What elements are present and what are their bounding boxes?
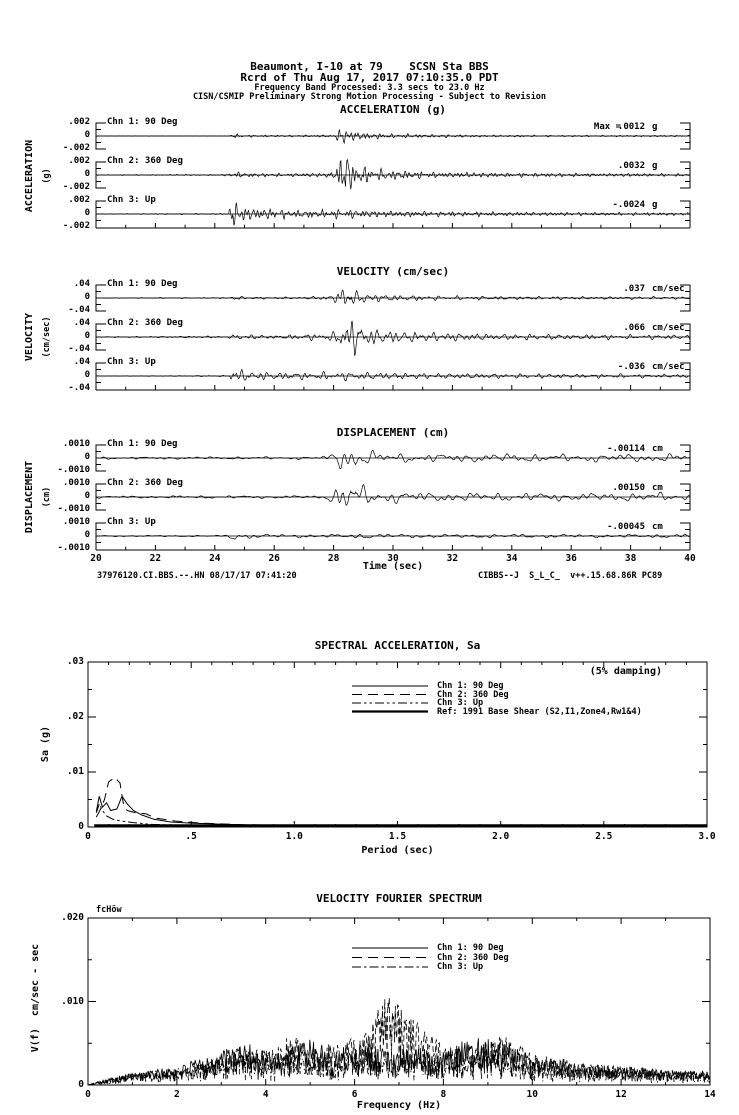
max-value: -.036 (617, 362, 645, 372)
ytick-label: .0010 (62, 517, 90, 527)
max-unit: g (652, 161, 658, 171)
max-unit: g (652, 122, 658, 132)
max-value: -.0024 (612, 200, 645, 210)
legend-item-label: Chn 1: 90 Deg (437, 681, 504, 691)
channel-label: Chn 1: 90 Deg (107, 117, 178, 127)
xtick-label: 20 (90, 553, 102, 564)
waveform-trace (96, 160, 690, 190)
sa-xtick-label: 2.0 (492, 831, 510, 842)
legend-item-label: Chn 3: Up (437, 962, 484, 972)
max-value: -.00045 (607, 522, 645, 532)
vf-xtick-label: 14 (704, 1089, 716, 1100)
waveform-trace (96, 534, 690, 539)
acceleration-ylabel-units: (g) (41, 168, 52, 184)
channel-label: Chn 3: Up (107, 357, 156, 367)
channel-label: Chn 2: 360 Deg (107, 318, 183, 328)
max-unit: cm (652, 483, 663, 493)
ytick-label: -.04 (68, 344, 90, 354)
vf-xtick-label: 8 (440, 1089, 447, 1100)
ytick-label: 0 (84, 292, 90, 302)
sa-xtick-label: 1.5 (388, 831, 407, 842)
sa-series-solid (96, 796, 707, 826)
xtick-label: 26 (268, 553, 280, 564)
velocity-section-title: VELOCITY (cm/sec) (336, 265, 450, 278)
time-axis-label: Time (sec) (362, 561, 424, 572)
legend-item-label: Chn 1: 90 Deg (437, 943, 504, 953)
sa-series-long-dash (96, 778, 707, 827)
ytick-label: -.04 (68, 383, 90, 393)
ytick-label: .0010 (62, 439, 90, 449)
waveform-trace (96, 450, 690, 468)
waveform-trace (96, 290, 690, 303)
header-disclaimer-line: CISN/CSMIP Preliminary Strong Motion Processing - Subject to Revision (192, 92, 547, 102)
acceleration-section-title: ACCELERATION (g) (340, 103, 446, 116)
sa-ytick-label: .03 (66, 656, 84, 667)
xtick-label: 28 (327, 553, 340, 564)
ytick-label: 0 (84, 452, 90, 462)
ytick-label: 0 (84, 130, 90, 140)
header-record-time-line: Rcrd of Thu Aug 17, 2017 07:10:35.0 PDT (240, 71, 499, 84)
vf-ytick-label: 0 (78, 1079, 84, 1090)
max-value: .0032 (617, 161, 645, 171)
fourier-spectrum-title: VELOCITY FOURIER SPECTRUM (316, 892, 482, 905)
velocity-ylabel: VELOCITY (24, 312, 35, 362)
max-prefix: Max = (593, 122, 621, 132)
max-unit: cm (652, 444, 663, 454)
channel-label: Chn 2: 360 Deg (107, 156, 183, 166)
xtick-label: 40 (684, 553, 696, 564)
max-unit: cm (652, 522, 663, 532)
max-value: -.00114 (607, 444, 645, 454)
sa-xtick-label: 2.5 (595, 831, 613, 842)
xtick-label: 30 (387, 553, 399, 564)
vf-ytick-label: .020 (61, 912, 84, 923)
ytick-label: 0 (84, 208, 90, 218)
legend-item-label: Chn 2: 360 Deg (437, 952, 509, 963)
xtick-label: 24 (209, 553, 221, 564)
ytick-label: -.0010 (57, 543, 90, 553)
max-value: .0012 (617, 122, 645, 132)
spectral-acceleration-title: SPECTRAL ACCELERATION, Sa (314, 639, 481, 652)
channel-label: Chn 3: Up (107, 195, 156, 205)
plot-frame (88, 918, 710, 1085)
vf-ytick-label: .010 (61, 995, 84, 1007)
vf-xtick-label: 0 (85, 1089, 91, 1100)
record-id-footer: 37976120.CI.BBS.--.HN 08/17/17 07:41:20 (97, 571, 297, 581)
ytick-label: -.002 (62, 221, 90, 231)
max-unit: cm/sec (652, 323, 685, 333)
vf-series-solid (88, 1038, 710, 1085)
legend-item-label: Chn 2: 360 Deg (437, 689, 509, 700)
xtick-label: 38 (624, 553, 637, 564)
frequency-axis-label: Frequency (Hz) (356, 1100, 442, 1111)
legend-item-label: Ref: 1991 Base Shear (S2,I1,Zone4,Rw1&4) (437, 706, 642, 717)
channel-label: Chn 1: 90 Deg (107, 439, 178, 449)
ytick-label: 0 (84, 370, 90, 380)
vf-xtick-label: 2 (173, 1089, 180, 1100)
displacement-section-title: DISPLACEMENT (cm) (336, 426, 450, 439)
max-unit: cm/sec (652, 362, 685, 372)
vf-ylabel: V(f) cm/sec - sec (30, 943, 41, 1053)
xtick-label: 34 (506, 553, 518, 564)
max-value: .066 (623, 323, 645, 333)
displacement-ylabel: DISPLACEMENT (24, 460, 35, 534)
strip-left-bracket (96, 523, 106, 550)
vf-xtick-label: 6 (351, 1089, 358, 1100)
sa-ytick-label: 0 (78, 821, 84, 832)
xtick-label: 22 (149, 553, 162, 564)
channel-label: Chn 1: 90 Deg (107, 279, 178, 289)
ytick-label: .002 (68, 195, 90, 205)
ytick-label: .002 (68, 156, 90, 166)
damping-note: (5% damping) (589, 666, 662, 677)
ytick-label: .04 (73, 279, 90, 289)
sa-ytick-label: .01 (66, 766, 84, 777)
vf-xtick-label: 10 (526, 1089, 538, 1100)
channel-label: Chn 3: Up (107, 517, 156, 527)
ytick-label: .04 (73, 318, 90, 328)
period-axis-label: Period (sec) (361, 845, 434, 856)
acceleration-ylabel: ACCELERATION (24, 139, 35, 213)
max-value: .037 (623, 284, 645, 294)
time-axis (96, 385, 690, 390)
sa-xtick-label: 0 (85, 831, 91, 842)
sa-xtick-label: .5 (185, 831, 197, 842)
displacement-ylabel-units: (cm) (41, 486, 52, 508)
waveform-trace (96, 369, 690, 381)
sa-ylabel: Sa (g) (40, 725, 51, 763)
time-axis (96, 545, 690, 550)
max-unit: cm/sec (652, 284, 685, 294)
processing-code-footer: CIBBS--J S_L_C_ v++.15.68.86R PC89 (478, 571, 663, 581)
fc-corner-label: fcHöw (96, 905, 122, 915)
waveform-trace (96, 318, 690, 356)
ytick-label: -.002 (62, 182, 90, 192)
xtick-label: 32 (446, 553, 459, 564)
ytick-label: 0 (84, 530, 90, 540)
header-station-line: Beaumont, I-10 at 79 SCSN Sta BBS (250, 60, 489, 73)
ytick-label: 0 (84, 169, 90, 179)
ytick-label: -.0010 (57, 465, 90, 475)
sa-xtick-label: 1.0 (285, 831, 303, 842)
ytick-label: .04 (73, 357, 90, 367)
ytick-label: 0 (84, 331, 90, 341)
ytick-label: .0010 (62, 478, 90, 488)
vf-xtick-label: 4 (262, 1089, 269, 1100)
sa-ytick-label: .02 (66, 711, 84, 722)
header-frequency-band-line: Frequency Band Processed: 3.3 secs to 23.0 Hz (254, 83, 485, 93)
ytick-label: -.04 (68, 305, 90, 315)
ytick-label: .002 (68, 117, 90, 127)
channel-label: Chn 2: 360 Deg (107, 478, 183, 488)
sa-xtick-label: 3.0 (698, 831, 716, 842)
legend-item-label: Chn 3: Up (437, 698, 484, 708)
ytick-label: -.002 (62, 143, 90, 153)
xtick-label: 36 (565, 553, 577, 564)
waveform-trace (96, 485, 690, 506)
plot-frame (88, 662, 707, 827)
max-value: .00150 (612, 483, 645, 493)
time-axis (96, 223, 690, 228)
ytick-label: -.0010 (57, 504, 90, 514)
max-unit: g (652, 200, 658, 210)
ytick-label: 0 (84, 491, 90, 501)
vf-xtick-label: 12 (615, 1089, 627, 1100)
velocity-ylabel-units: (cm/sec) (41, 316, 52, 358)
